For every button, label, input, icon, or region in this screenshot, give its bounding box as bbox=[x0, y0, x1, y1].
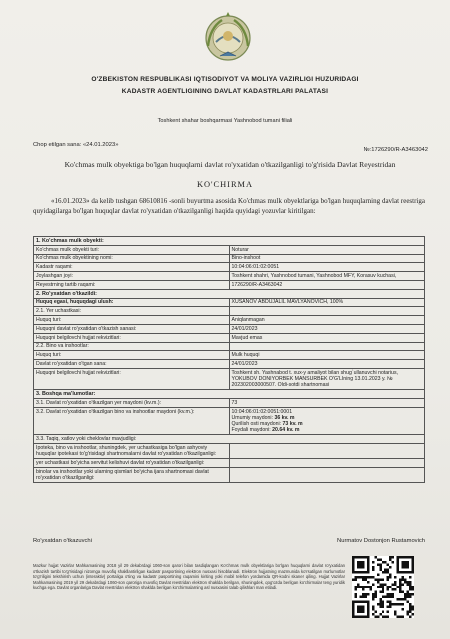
table-row: Joylashgan joyi: Toshkent shahri, Yashnobod tumani, Yashnobod MFY, Korasuv kuchasi, bbox=[34, 272, 425, 281]
document-subtitle: KO'CHIRMA bbox=[196, 180, 254, 189]
table-row: Huquqni davlat ro'yxatidan o'tkazish sanasi: 24/01/2023 bbox=[34, 324, 425, 333]
building-area-cell: 10:04:06:01:02:0051:0001 Umumiy maydoni: 36 kv. m Qurilish osti maydoni: 73 kv. m Foydali maydoni: 20.64 kv. m bbox=[229, 407, 425, 434]
table-row: 2.2. Bino va inshootlar: bbox=[34, 342, 425, 351]
table-row: 3.2. Davlat ro'yxatidan o'tkazilgan bino va inshootlar maydoni (kv.m.): 10:04:06:01:02:0051:0001 Umumiy maydoni: 36 kv. m Qurilish osti maydoni: 73 kv. m Foydali maydoni: 20.64 kv. m bbox=[34, 407, 425, 434]
table-row: yer uchastkasi bo'yicha servitut kelishuvi davlat ro'yxatidan o'tkazilganligi: bbox=[34, 458, 425, 467]
legal-footer: Mazkur hujjat Vazirlar Mahkamasining 2018 yil 29 dekabrdagi 1060-son qarori bilan tasdiqlangan Ko'chmas mulk obyektlariga bo'lgan huquqlarni davlat ro'yxatidan o'tkazish tartibi to'g'risidagi nizomga muvofiq shakllantirilgan kadastr pasportining elektron nusxasi hisoblanadi. Elektron hujjatning mazmunida ko'rsatilgan ma'lumotlar to'g'riligini tekshirish uchun (interaktiv) portaliga o'ting va kadastr pasportining raqamini kiriting yoki mobil telefon yordamida QR-kodni skaner qiling. Hujjat Vazirlar Mahkamasining 2019 yil 29 dekabrdagi 1060-son qaroriga muvofiq Davlat reestridan elektron shaklda berilgan, shuningdek, qog'ozda berilgan ko'chirmalar teng yuridik kuchga ega. Davlat organlariga Davlat reestridan elektron shaklda berilgan ko'chirmalarning asl nusxasini talab qilishlari man etiladi. bbox=[33, 563, 345, 591]
table-row: Kadastr raqami: 10:04:06:01:02:0051 bbox=[34, 263, 425, 272]
table-section-header: 3. Boshqa ma'lumotlar: bbox=[34, 390, 425, 399]
signature-row bbox=[33, 538, 425, 544]
document-title: Ko'chmas mulk obyektiga bo'lgan huquqlarni davlat ro'yxatidan o'tkazilganligi to'g'risida Davlat Reyestridan bbox=[64, 160, 396, 169]
table-row: binolar va inshootlar yoki ularning qismlari bo'yicha ijara shartnomasi davlat ro'yxatidan o'tkazilganligi: bbox=[34, 467, 425, 482]
table-section-header: 1. Ko'chmas mulk obyekti: bbox=[34, 237, 425, 246]
table-row: Ko'chmas mulk obyektining nomi: Bino-inshoot bbox=[34, 254, 425, 263]
registrar-name: Nurmatov Dostonjon Rustamovich bbox=[337, 538, 425, 544]
registrar-label: Ro'yxatdan o'tkazuvchi bbox=[33, 538, 92, 544]
table-row: Huquq turi: Aniqlanmagan bbox=[34, 316, 425, 325]
print-date: Chop etilgan sana: «24.01.2023» bbox=[33, 142, 119, 148]
branch-name: Toshkent shahar boshqarmasi Yashnobod tumani filiali bbox=[157, 118, 293, 124]
table-row: 3.3. Taqiq, xatlov yoki cheklovlar mavjudligi: bbox=[34, 435, 425, 444]
table-row: Ko'chmas mulk obyekti turi: Noturar bbox=[34, 245, 425, 254]
table-row: Davlat ro'yxatidan o'tgan sana: 24/01/2023 bbox=[34, 360, 425, 369]
ministry-heading: O'ZBEKISTON RESPUBLIKASI IQTISODIYOT VA MOLIYA VAZIRLIGI HUZURIDAGI bbox=[91, 76, 359, 83]
table-row: Huquq turi: Mulk huquqi bbox=[34, 351, 425, 360]
document-number: №:1726290/R-A3463042 bbox=[363, 147, 428, 153]
table-row: 3.1. Davlat ro'yxatidan o'tkazilgan yer maydoni (kv.m.): 73 bbox=[34, 398, 425, 407]
table-row: Huquq egasi, huquqdagi ulush: XUSANOV ABDUJALIL MAVLYANOVICH, 100% bbox=[34, 298, 425, 307]
table-row: Huquqni belgilovchi hujjat rekvizitlari: Toshkent sh. Yashnabod t. xux-y amaliyot bilan shug`ullanuvchi notarius, YOKUBOV DONIYORBEK MANSURBEK O'G'LIning 13.01.2023 y. № 202302003000507. Oldi-sotdi shartnomasi bbox=[34, 368, 425, 389]
print-info-row bbox=[33, 142, 428, 153]
agency-heading: KADASTR AGENTLIGINING DAVLAT KADASTRLARI PALATASI bbox=[121, 88, 329, 95]
qr-code-icon[interactable] bbox=[352, 556, 414, 618]
table-row: 2.1. Yer uchastkasi: bbox=[34, 307, 425, 316]
registry-table bbox=[33, 236, 425, 483]
state-emblem-icon bbox=[200, 8, 256, 64]
table-row: Huquqni belgilovchi hujjat rekvizitlari: Mavjud emas bbox=[34, 333, 425, 342]
intro-paragraph: «16.01.2023» da kelib tushgan 68610816 -sonli buyurtma asosida Ko'chmas mulk obyektlariga bo'lgan huquqlarning davlat reestriga quyidagilarga bo'lgan huquqlar davlat ro'yxatidan o'tkazilganligi haqida quyidagi yozuvlar kiritilgan: bbox=[33, 197, 425, 215]
table-section-header: 2. Ro'yxatdan o'tkazildi: bbox=[34, 289, 425, 298]
table-row: Ipoteka, bino va inshootlar, shuningdek, yer uchastkasiga bo'lgan ashyoviy huquqlar ipotekasi to'g'risidagi shartnomalarni davlat ro'yxatidan o'tkazilganligi: bbox=[34, 443, 425, 458]
table-row: Reyestrning tartib raqami: 1726290/R-A3463042 bbox=[34, 280, 425, 289]
